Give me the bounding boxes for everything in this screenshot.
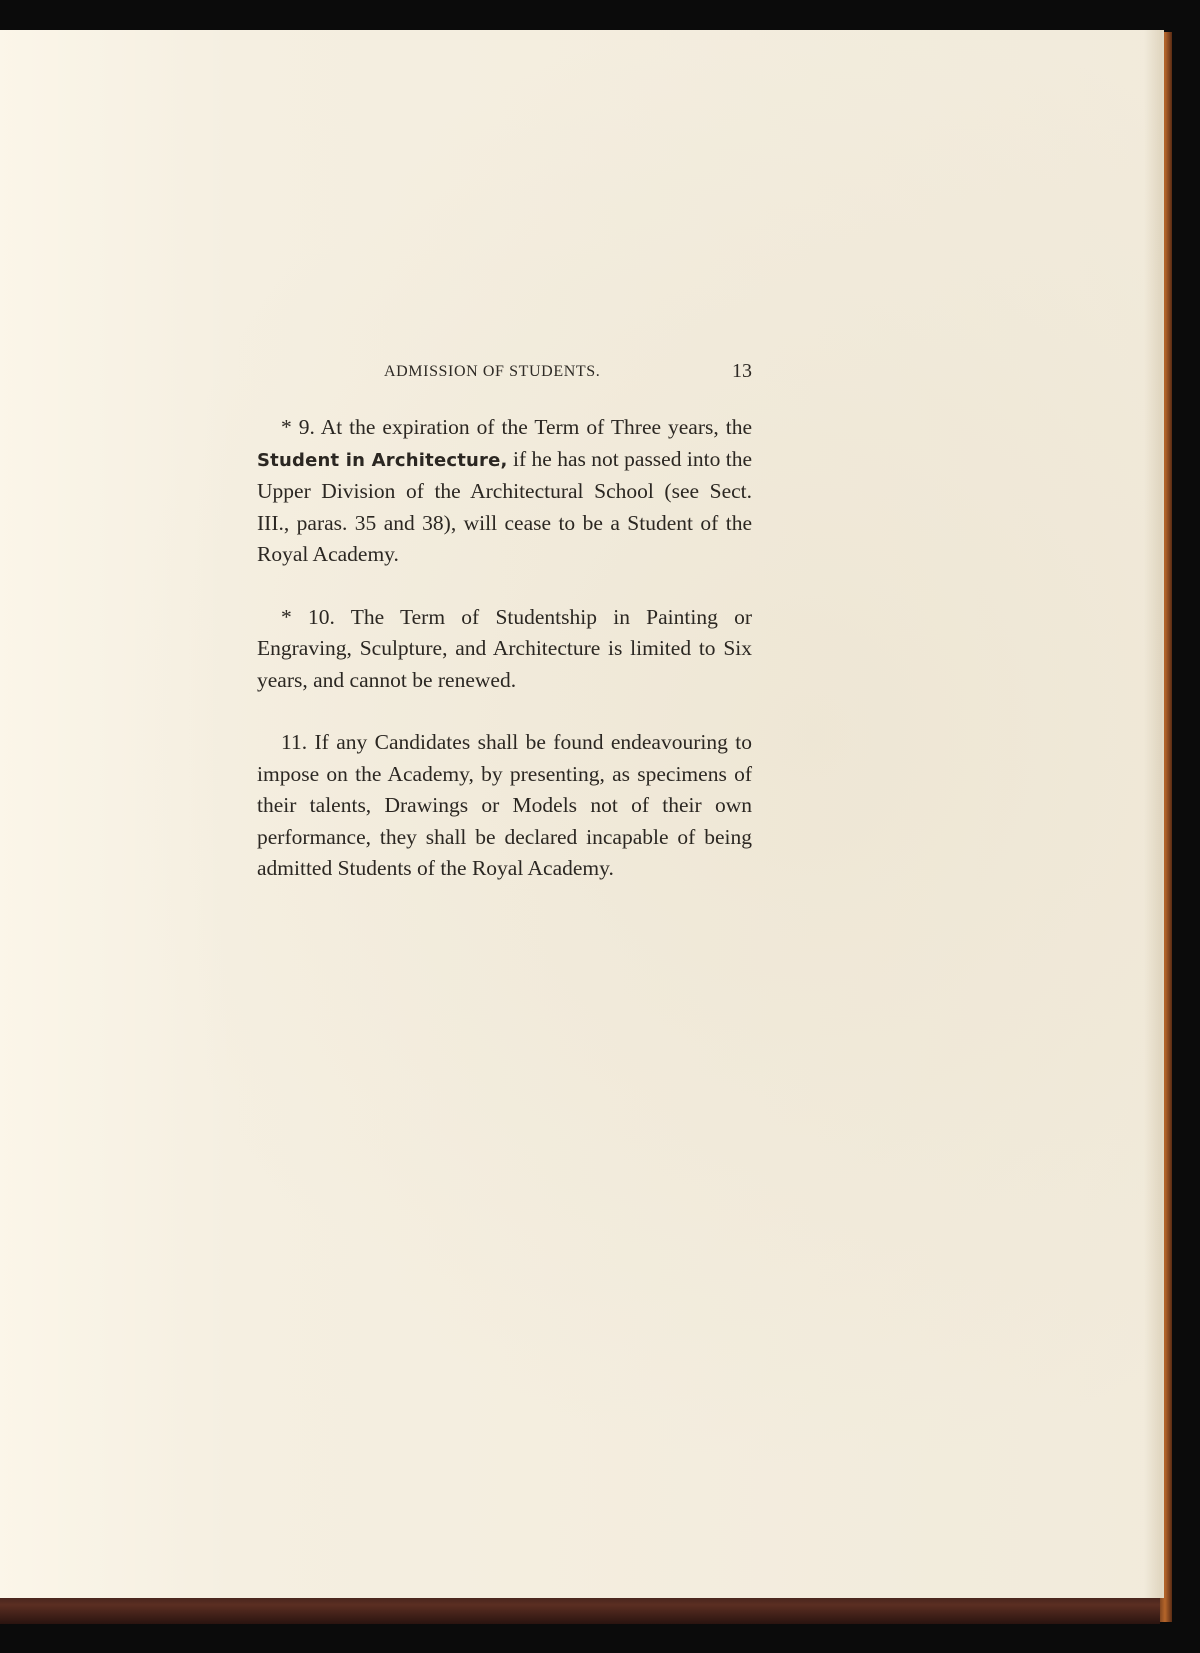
paragraph-text: At the expiration of the Term of Three years, the <box>320 415 753 439</box>
page-number: 13 <box>732 360 752 382</box>
paragraph-marker: * 10. <box>281 604 335 629</box>
paragraph-marker: * 9. <box>281 415 315 439</box>
page-fold-shadow <box>1144 30 1162 1598</box>
paragraph-10 <box>257 602 752 697</box>
paragraph-9 <box>257 412 752 571</box>
paragraph-text: if he has not passed into the Upper Division of the Architectural School (see Sect. III., paras. 35 and 38), will cease to be a Student of the Royal Academy. <box>257 446 752 566</box>
body-text <box>257 412 752 916</box>
running-head <box>257 343 757 383</box>
paragraph-text: If any Candidates shall be found endeavouring to impose on the Academy, by presenting, as specimens of their talents, Drawings or Models not of their own performance, they shall be declared incapable of being admitted Students of the Royal Academy. <box>257 730 752 880</box>
paragraph-text: The Term of Studentship in Painting or Engraving, Sculpture, and Architecture is limited to Six years, and cannot be renewed. <box>257 604 752 692</box>
paragraph-marker: 11. <box>281 730 308 754</box>
paragraph-11 <box>257 727 752 885</box>
paragraph-bold-term: Student in Architecture, <box>257 449 508 471</box>
running-title: ADMISSION OF STUDENTS. <box>384 363 601 380</box>
